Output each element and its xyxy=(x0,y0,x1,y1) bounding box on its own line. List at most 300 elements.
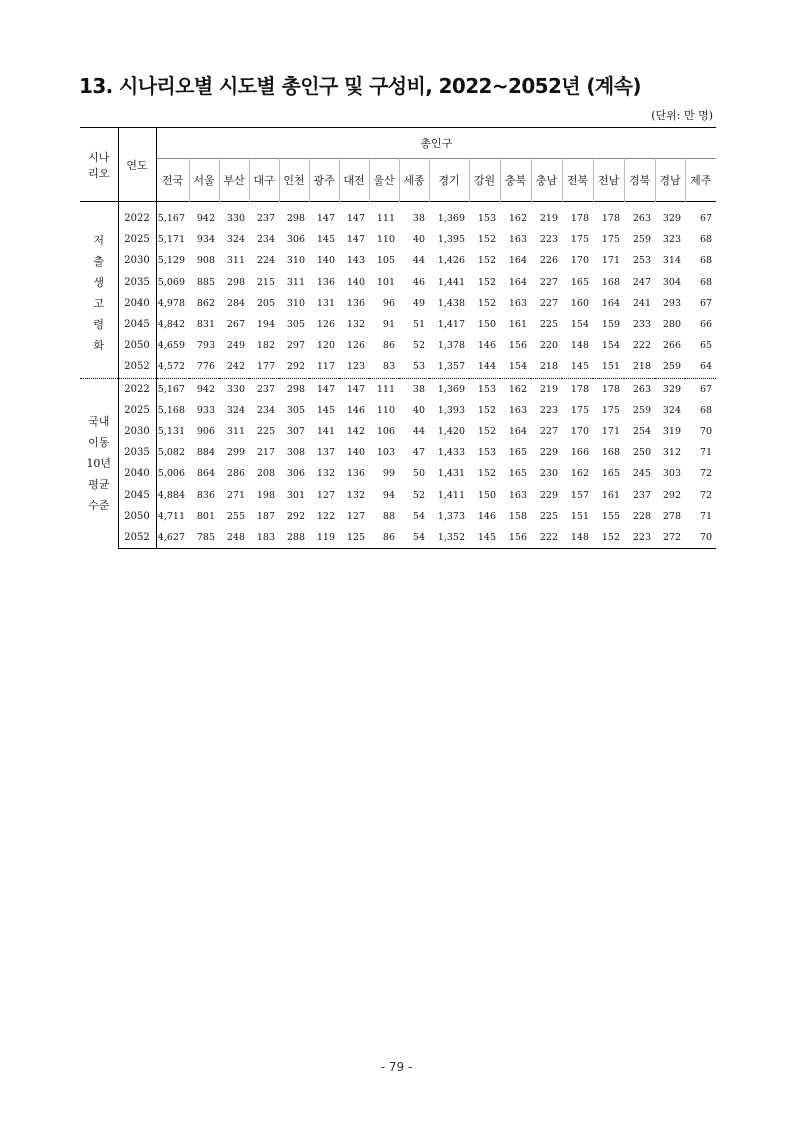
value-cell: 178 xyxy=(562,378,593,400)
value-cell: 329 xyxy=(655,378,685,400)
table-row xyxy=(80,314,716,335)
value-cell: 152 xyxy=(477,404,496,416)
value-cell: 306 xyxy=(286,234,305,246)
total-population-header: 총인구 xyxy=(420,137,453,150)
value-cell: 71 xyxy=(699,510,713,522)
value-cell: 152 xyxy=(477,425,496,437)
value-cell: 229 xyxy=(539,447,558,459)
region-header: 충북 xyxy=(500,159,531,202)
value-cell: 96 xyxy=(382,297,395,309)
value-cell: 303 xyxy=(662,468,681,480)
value-cell: 71 xyxy=(699,447,713,459)
value-cell: 106 xyxy=(376,425,395,437)
value-cell: 127 xyxy=(316,489,335,501)
value-cell: 208 xyxy=(256,468,275,480)
value-cell: 885 xyxy=(196,276,215,288)
value-cell: 50 xyxy=(412,468,425,480)
region-header: 충남 xyxy=(531,159,562,202)
value-cell: 218 xyxy=(539,361,558,373)
value-cell: 52 xyxy=(412,340,425,352)
region-header: 인천 xyxy=(279,159,309,202)
value-cell: 310 xyxy=(286,297,305,309)
value-cell: 38 xyxy=(412,213,425,225)
value-cell: 298 xyxy=(226,276,245,288)
value-cell: 5,171 xyxy=(157,234,185,246)
value-cell: 122 xyxy=(316,510,335,522)
value-cell: 5,131 xyxy=(157,425,185,437)
value-cell: 162 xyxy=(508,213,527,225)
value-cell: 259 xyxy=(662,361,681,373)
value-cell: 220 xyxy=(539,340,558,352)
value-cell: 306 xyxy=(286,468,305,480)
value-cell: 178 xyxy=(570,213,589,225)
value-cell: 1,433 xyxy=(437,447,465,459)
value-cell: 793 xyxy=(196,340,215,352)
value-cell: 54 xyxy=(399,527,429,549)
value-cell: 5,129 xyxy=(157,255,185,267)
value-cell: 205 xyxy=(256,297,275,309)
value-cell: 319 xyxy=(662,425,681,437)
region-header: 경북 xyxy=(624,159,655,202)
value-cell: 237 xyxy=(249,378,279,400)
year-cell: 2022 xyxy=(118,378,156,400)
value-cell: 292 xyxy=(286,510,305,522)
year-cell: 2022 xyxy=(118,202,156,230)
value-cell: 1,393 xyxy=(437,404,465,416)
region-header: 경기 xyxy=(429,159,469,202)
value-cell: 165 xyxy=(601,468,620,480)
table-row xyxy=(80,421,716,442)
year-cell: 2045 xyxy=(118,484,156,505)
value-cell: 310 xyxy=(286,255,305,267)
value-cell: 150 xyxy=(477,319,496,331)
value-cell: 155 xyxy=(601,510,620,522)
table-row xyxy=(80,335,716,356)
year-cell: 2025 xyxy=(118,400,156,421)
region-header: 광주 xyxy=(309,159,339,202)
value-cell: 1,369 xyxy=(429,378,469,400)
value-cell: 142 xyxy=(346,425,365,437)
value-cell: 148 xyxy=(570,340,589,352)
value-cell: 223 xyxy=(624,527,655,549)
value-cell: 147 xyxy=(309,378,339,400)
value-cell: 1,352 xyxy=(429,527,469,549)
value-cell: 288 xyxy=(279,527,309,549)
value-cell: 152 xyxy=(477,234,496,246)
value-cell: 242 xyxy=(226,361,245,373)
value-cell: 44 xyxy=(412,425,425,437)
value-cell: 127 xyxy=(346,510,365,522)
value-cell: 103 xyxy=(376,447,395,459)
value-cell: 146 xyxy=(346,404,365,416)
value-cell: 225 xyxy=(539,510,558,522)
value-cell: 1,369 xyxy=(437,213,465,225)
value-cell: 305 xyxy=(286,404,305,416)
value-cell: 132 xyxy=(346,489,365,501)
value-cell: 68 xyxy=(699,255,713,267)
value-cell: 67 xyxy=(699,213,713,225)
value-cell: 145 xyxy=(316,404,335,416)
value-cell: 324 xyxy=(226,404,245,416)
table-row xyxy=(80,229,716,250)
value-cell: 164 xyxy=(508,425,527,437)
value-cell: 5,167 xyxy=(156,378,189,400)
value-cell: 67 xyxy=(699,297,713,309)
value-cell: 5,167 xyxy=(157,213,185,225)
value-cell: 241 xyxy=(632,297,651,309)
value-cell: 4,572 xyxy=(157,361,185,373)
value-cell: 227 xyxy=(539,297,558,309)
value-cell: 942 xyxy=(189,378,219,400)
value-cell: 86 xyxy=(369,527,399,549)
value-cell: 5,006 xyxy=(157,468,185,480)
value-cell: 168 xyxy=(601,447,620,459)
region-header: 전남 xyxy=(593,159,624,202)
value-cell: 88 xyxy=(382,510,395,522)
value-cell: 154 xyxy=(570,319,589,331)
value-cell: 785 xyxy=(189,527,219,549)
value-cell: 54 xyxy=(412,510,425,522)
region-header: 전국 xyxy=(156,159,189,202)
value-cell: 229 xyxy=(539,489,558,501)
value-cell: 1,441 xyxy=(437,276,465,288)
value-cell: 308 xyxy=(286,447,305,459)
value-cell: 132 xyxy=(316,468,335,480)
region-header: 전북 xyxy=(562,159,593,202)
year-cell: 2025 xyxy=(118,229,156,250)
table-row xyxy=(80,356,716,378)
value-cell: 72 xyxy=(699,489,713,501)
region-header: 경남 xyxy=(655,159,685,202)
value-cell: 4,711 xyxy=(157,510,185,522)
value-cell: 153 xyxy=(477,447,496,459)
value-cell: 152 xyxy=(593,527,624,549)
value-cell: 68 xyxy=(699,276,713,288)
value-cell: 864 xyxy=(196,468,215,480)
value-cell: 163 xyxy=(508,489,527,501)
value-cell: 171 xyxy=(601,255,620,267)
value-cell: 164 xyxy=(508,276,527,288)
table-row xyxy=(80,506,716,527)
value-cell: 165 xyxy=(570,276,589,288)
value-cell: 314 xyxy=(662,255,681,267)
value-cell: 140 xyxy=(316,255,335,267)
value-cell: 52 xyxy=(412,489,425,501)
value-cell: 44 xyxy=(412,255,425,267)
unit-label: (단위: 만 명) xyxy=(651,109,713,122)
value-cell: 298 xyxy=(286,213,305,225)
value-cell: 101 xyxy=(376,276,395,288)
value-cell: 156 xyxy=(500,527,531,549)
value-cell: 47 xyxy=(412,447,425,459)
year-cell: 2052 xyxy=(118,527,156,549)
table-row xyxy=(80,250,716,271)
value-cell: 286 xyxy=(226,468,245,480)
value-cell: 280 xyxy=(662,319,681,331)
region-header: 서울 xyxy=(189,159,219,202)
value-cell: 152 xyxy=(477,297,496,309)
value-cell: 776 xyxy=(196,361,215,373)
value-cell: 166 xyxy=(570,447,589,459)
value-cell: 136 xyxy=(346,468,365,480)
value-cell: 1,431 xyxy=(437,468,465,480)
value-cell: 154 xyxy=(601,340,620,352)
value-cell: 164 xyxy=(508,255,527,267)
value-cell: 146 xyxy=(477,510,496,522)
value-cell: 162 xyxy=(500,378,531,400)
page-number: - 79 - xyxy=(380,1060,413,1074)
value-cell: 312 xyxy=(662,447,681,459)
value-cell: 171 xyxy=(601,425,620,437)
value-cell: 194 xyxy=(256,319,275,331)
value-cell: 156 xyxy=(508,340,527,352)
value-cell: 147 xyxy=(346,234,365,246)
value-cell: 105 xyxy=(376,255,395,267)
value-cell: 217 xyxy=(256,447,275,459)
value-cell: 147 xyxy=(346,213,365,225)
table-row xyxy=(80,484,716,505)
value-cell: 94 xyxy=(382,489,395,501)
value-cell: 1,438 xyxy=(437,297,465,309)
value-cell: 159 xyxy=(601,319,620,331)
value-cell: 311 xyxy=(226,425,245,437)
value-cell: 136 xyxy=(346,297,365,309)
value-cell: 230 xyxy=(539,468,558,480)
value-cell: 1,420 xyxy=(437,425,465,437)
value-cell: 292 xyxy=(662,489,681,501)
value-cell: 145 xyxy=(570,361,589,373)
value-cell: 51 xyxy=(412,319,425,331)
value-cell: 1,378 xyxy=(437,340,465,352)
value-cell: 141 xyxy=(316,425,335,437)
value-cell: 68 xyxy=(699,234,713,246)
table-row xyxy=(80,202,716,230)
value-cell: 223 xyxy=(539,404,558,416)
value-cell: 224 xyxy=(256,255,275,267)
value-cell: 66 xyxy=(699,319,713,331)
value-cell: 147 xyxy=(339,378,369,400)
value-cell: 70 xyxy=(685,527,716,549)
value-cell: 120 xyxy=(316,340,335,352)
table-row xyxy=(80,378,716,400)
value-cell: 151 xyxy=(570,510,589,522)
value-cell: 222 xyxy=(531,527,562,549)
value-cell: 293 xyxy=(662,297,681,309)
value-cell: 237 xyxy=(256,213,275,225)
value-cell: 152 xyxy=(477,276,496,288)
value-cell: 233 xyxy=(632,319,651,331)
value-cell: 40 xyxy=(412,234,425,246)
value-cell: 1,417 xyxy=(437,319,465,331)
value-cell: 111 xyxy=(369,378,399,400)
region-header: 부산 xyxy=(219,159,249,202)
value-cell: 1,373 xyxy=(437,510,465,522)
value-cell: 183 xyxy=(249,527,279,549)
value-cell: 4,884 xyxy=(157,489,185,501)
value-cell: 307 xyxy=(286,425,305,437)
value-cell: 145 xyxy=(469,527,500,549)
year-cell: 2035 xyxy=(118,442,156,463)
value-cell: 272 xyxy=(655,527,685,549)
value-cell: 234 xyxy=(256,234,275,246)
value-cell: 154 xyxy=(508,361,527,373)
region-header: 세종 xyxy=(399,159,429,202)
value-cell: 153 xyxy=(477,213,496,225)
value-cell: 4,842 xyxy=(157,319,185,331)
year-cell: 2050 xyxy=(118,506,156,527)
value-cell: 271 xyxy=(226,489,245,501)
region-header: 대전 xyxy=(339,159,369,202)
value-cell: 65 xyxy=(699,340,713,352)
value-cell: 140 xyxy=(346,447,365,459)
year-header: 연도 xyxy=(118,128,156,202)
value-cell: 175 xyxy=(601,404,620,416)
value-cell: 126 xyxy=(316,319,335,331)
value-cell: 884 xyxy=(196,447,215,459)
value-cell: 67 xyxy=(685,378,716,400)
value-cell: 324 xyxy=(226,234,245,246)
value-cell: 164 xyxy=(601,297,620,309)
region-header: 강원 xyxy=(469,159,500,202)
value-cell: 248 xyxy=(219,527,249,549)
value-cell: 143 xyxy=(346,255,365,267)
value-cell: 292 xyxy=(286,361,305,373)
value-cell: 5,168 xyxy=(157,404,185,416)
value-cell: 83 xyxy=(382,361,395,373)
value-cell: 161 xyxy=(508,319,527,331)
value-cell: 223 xyxy=(539,234,558,246)
value-cell: 131 xyxy=(316,297,335,309)
value-cell: 245 xyxy=(632,468,651,480)
value-cell: 147 xyxy=(316,213,335,225)
value-cell: 304 xyxy=(662,276,681,288)
value-cell: 178 xyxy=(601,213,620,225)
value-cell: 330 xyxy=(219,378,249,400)
value-cell: 266 xyxy=(662,340,681,352)
value-cell: 119 xyxy=(309,527,339,549)
table-row xyxy=(80,442,716,463)
value-cell: 140 xyxy=(346,276,365,288)
value-cell: 153 xyxy=(469,378,500,400)
value-cell: 215 xyxy=(256,276,275,288)
value-cell: 219 xyxy=(539,213,558,225)
value-cell: 801 xyxy=(196,510,215,522)
value-cell: 263 xyxy=(624,378,655,400)
value-cell: 259 xyxy=(632,234,651,246)
value-cell: 324 xyxy=(662,404,681,416)
value-cell: 263 xyxy=(632,213,651,225)
value-cell: 148 xyxy=(562,527,593,549)
year-cell: 2030 xyxy=(118,250,156,271)
value-cell: 305 xyxy=(286,319,305,331)
value-cell: 187 xyxy=(256,510,275,522)
value-cell: 299 xyxy=(226,447,245,459)
value-cell: 250 xyxy=(632,447,651,459)
region-header: 울산 xyxy=(369,159,399,202)
value-cell: 247 xyxy=(632,276,651,288)
value-cell: 72 xyxy=(699,468,713,480)
year-cell: 2050 xyxy=(118,335,156,356)
value-cell: 158 xyxy=(508,510,527,522)
value-cell: 298 xyxy=(279,378,309,400)
value-cell: 1,357 xyxy=(437,361,465,373)
value-cell: 168 xyxy=(601,276,620,288)
value-cell: 53 xyxy=(412,361,425,373)
value-cell: 249 xyxy=(226,340,245,352)
value-cell: 110 xyxy=(376,234,395,246)
value-cell: 227 xyxy=(539,425,558,437)
value-cell: 49 xyxy=(412,297,425,309)
value-cell: 151 xyxy=(601,361,620,373)
value-cell: 160 xyxy=(570,297,589,309)
value-cell: 311 xyxy=(286,276,305,288)
value-cell: 1,395 xyxy=(437,234,465,246)
value-cell: 157 xyxy=(570,489,589,501)
value-cell: 301 xyxy=(286,489,305,501)
value-cell: 162 xyxy=(570,468,589,480)
value-cell: 862 xyxy=(196,297,215,309)
value-cell: 175 xyxy=(570,234,589,246)
value-cell: 254 xyxy=(632,425,651,437)
table-row xyxy=(80,272,716,293)
value-cell: 126 xyxy=(346,340,365,352)
value-cell: 1,426 xyxy=(437,255,465,267)
value-cell: 5,082 xyxy=(157,447,185,459)
value-cell: 178 xyxy=(593,378,624,400)
value-cell: 297 xyxy=(286,340,305,352)
year-cell: 2035 xyxy=(118,272,156,293)
value-cell: 831 xyxy=(196,319,215,331)
value-cell: 311 xyxy=(226,255,245,267)
value-cell: 5,069 xyxy=(157,276,185,288)
value-cell: 934 xyxy=(196,234,215,246)
table-row xyxy=(80,527,716,549)
value-cell: 255 xyxy=(226,510,245,522)
scenario-label: 저 출 생 고 령 화 xyxy=(80,202,118,379)
value-cell: 68 xyxy=(699,404,713,416)
value-cell: 228 xyxy=(632,510,651,522)
region-header: 대구 xyxy=(249,159,279,202)
year-cell: 2045 xyxy=(118,314,156,335)
value-cell: 284 xyxy=(226,297,245,309)
value-cell: 123 xyxy=(346,361,365,373)
value-cell: 152 xyxy=(477,255,496,267)
value-cell: 329 xyxy=(662,213,681,225)
value-cell: 163 xyxy=(508,234,527,246)
value-cell: 942 xyxy=(196,213,215,225)
value-cell: 4,978 xyxy=(157,297,185,309)
value-cell: 125 xyxy=(339,527,369,549)
value-cell: 64 xyxy=(699,361,713,373)
page-title: 13. 시나리오별 시도별 총인구 및 구성비, 2022~2052년 (계속) xyxy=(79,74,641,98)
value-cell: 4,627 xyxy=(156,527,189,549)
table-row xyxy=(80,293,716,314)
value-cell: 234 xyxy=(256,404,275,416)
value-cell: 227 xyxy=(539,276,558,288)
value-cell: 267 xyxy=(226,319,245,331)
value-cell: 933 xyxy=(196,404,215,416)
region-header: 제주 xyxy=(685,159,716,202)
value-cell: 38 xyxy=(399,378,429,400)
value-cell: 175 xyxy=(570,404,589,416)
value-cell: 218 xyxy=(632,361,651,373)
value-cell: 165 xyxy=(508,447,527,459)
value-cell: 163 xyxy=(508,297,527,309)
value-cell: 836 xyxy=(196,489,215,501)
year-cell: 2030 xyxy=(118,421,156,442)
value-cell: 161 xyxy=(601,489,620,501)
value-cell: 144 xyxy=(477,361,496,373)
